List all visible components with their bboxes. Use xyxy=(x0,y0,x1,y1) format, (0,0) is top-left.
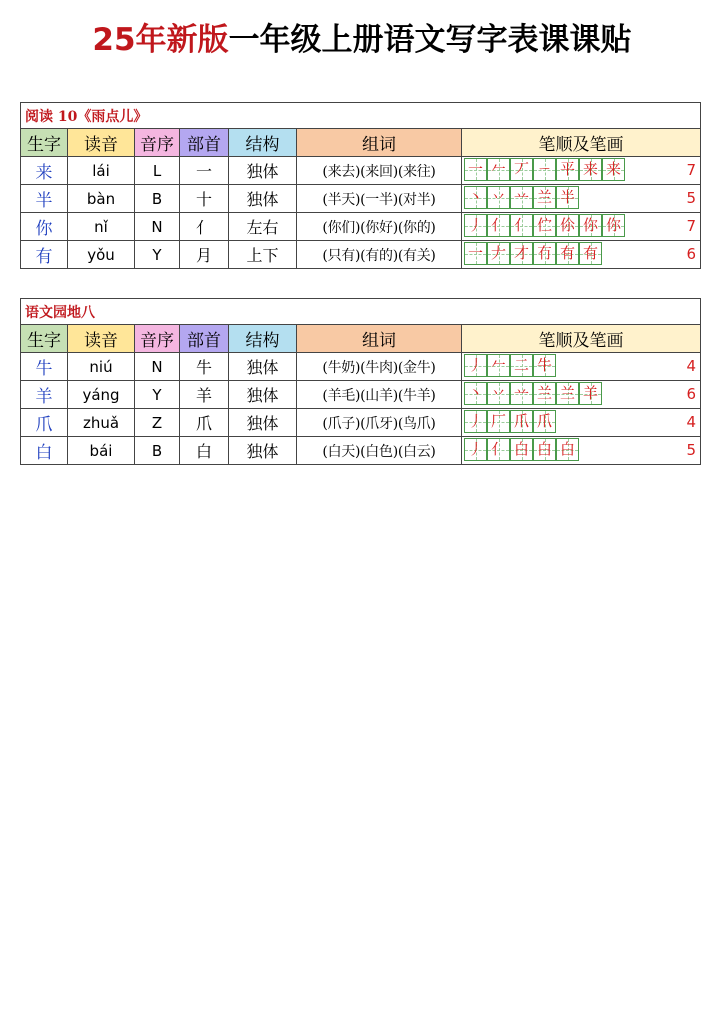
stroke-step-box xyxy=(487,186,510,209)
stroke-count: 6 xyxy=(686,385,697,403)
stroke-steps xyxy=(464,214,625,237)
stroke-step-glyph: 冇 xyxy=(536,244,552,262)
stroke-step-glyph: 有 xyxy=(559,244,575,262)
pinyin-cell: niú xyxy=(68,353,135,381)
jiegou-cell: 独体 xyxy=(229,353,297,381)
bushou-cell: 爪 xyxy=(180,409,229,437)
stroke-step-glyph: 兰 xyxy=(536,188,552,206)
stroke-step-box xyxy=(487,214,510,237)
header-jiegou: 结构 xyxy=(229,325,297,353)
section-caption: 语文园地八 xyxy=(21,299,701,325)
stroke-step-box xyxy=(464,354,487,377)
stroke-step-box xyxy=(533,382,556,405)
stroke-steps xyxy=(464,186,579,209)
stroke-step-box xyxy=(533,410,556,433)
stroke-count: 7 xyxy=(686,217,697,235)
header-duyin: 读音 xyxy=(68,325,135,353)
stroke-step-box xyxy=(487,158,510,181)
character-row xyxy=(21,409,701,437)
stroke-step-box xyxy=(579,382,602,405)
bushou-cell: 羊 xyxy=(180,381,229,409)
stroke-count: 6 xyxy=(686,245,697,263)
stroke-step-glyph: 䒑 xyxy=(513,384,529,402)
header-yinxu: 音序 xyxy=(135,325,180,353)
stroke-step-glyph: 丿 xyxy=(467,216,483,234)
title-highlight: 25年新版 xyxy=(92,22,229,58)
stroke-order-cell xyxy=(462,353,701,381)
stroke-step-box xyxy=(464,186,487,209)
stroke-step-box xyxy=(602,214,625,237)
character-row xyxy=(21,157,701,185)
stroke-step-glyph: 𠂉 xyxy=(490,356,506,374)
stroke-step-glyph: 丶 xyxy=(467,188,483,206)
header-duyin: 读音 xyxy=(68,129,135,157)
stroke-step-glyph: ㄧ xyxy=(536,160,552,178)
character-row xyxy=(21,213,701,241)
words-cell: (来去)(来回)(来往) xyxy=(297,157,462,185)
pinyin-cell: yáng xyxy=(68,381,135,409)
char-cell: 羊 xyxy=(21,381,68,409)
stroke-step-box xyxy=(464,214,487,237)
jiegou-cell: 上下 xyxy=(229,241,297,269)
stroke-step-box xyxy=(556,214,579,237)
header-bishun: 笔顺及笔画 xyxy=(462,129,701,157)
header-shengzi: 生字 xyxy=(21,129,68,157)
stroke-step-glyph: 亻 xyxy=(513,216,529,234)
stroke-step-box xyxy=(464,382,487,405)
pinyin-cell: nǐ xyxy=(68,213,135,241)
stroke-step-glyph: 丆 xyxy=(513,160,529,178)
stroke-step-box xyxy=(487,242,510,265)
stroke-step-box xyxy=(487,354,510,377)
stroke-step-box xyxy=(510,354,533,377)
header-bishun: 笔顺及笔画 xyxy=(462,325,701,353)
stroke-step-box xyxy=(556,242,579,265)
stroke-step-glyph: 兰 xyxy=(536,384,552,402)
char-cell: 爪 xyxy=(21,409,68,437)
char-cell: 有 xyxy=(21,241,68,269)
stroke-step-glyph: 丿 xyxy=(467,412,483,430)
words-cell: (你们)(你好)(你的) xyxy=(297,213,462,241)
yinxu-cell: N xyxy=(135,213,180,241)
stroke-step-glyph: 丶 xyxy=(467,384,483,402)
stroke-order-cell xyxy=(462,157,701,185)
stroke-step-glyph: 伱 xyxy=(559,216,575,234)
yinxu-cell: Z xyxy=(135,409,180,437)
header-zuci: 组词 xyxy=(297,129,462,157)
stroke-step-glyph: 有 xyxy=(582,244,598,262)
words-cell: (羊毛)(山羊)(牛羊) xyxy=(297,381,462,409)
stroke-count: 4 xyxy=(686,357,697,375)
stroke-step-box xyxy=(556,186,579,209)
bushou-cell: 月 xyxy=(180,241,229,269)
stroke-step-glyph: 亻 xyxy=(490,440,506,458)
pinyin-cell: zhuǎ xyxy=(68,409,135,437)
stroke-step-box xyxy=(510,158,533,181)
stroke-step-glyph: 你 xyxy=(582,216,598,234)
yinxu-cell: L xyxy=(135,157,180,185)
pinyin-cell: lái xyxy=(68,157,135,185)
page-title xyxy=(0,14,724,59)
stroke-step-box xyxy=(556,158,579,181)
title-main: 一年级上册语文写字表课课贴 xyxy=(228,22,632,58)
bushou-cell: 亻 xyxy=(180,213,229,241)
char-cell: 来 xyxy=(21,157,68,185)
words-cell: (爪子)(爪牙)(鸟爪) xyxy=(297,409,462,437)
stroke-step-box xyxy=(533,438,556,461)
stroke-step-box xyxy=(510,186,533,209)
character-row xyxy=(21,185,701,213)
stroke-step-box xyxy=(510,438,533,461)
stroke-step-glyph: 白 xyxy=(536,440,552,458)
stroke-step-glyph: 兰 xyxy=(559,384,575,402)
stroke-step-glyph: 爪 xyxy=(536,412,552,430)
stroke-step-box xyxy=(487,382,510,405)
stroke-step-box xyxy=(556,438,579,461)
stroke-count: 5 xyxy=(686,441,697,459)
char-cell: 你 xyxy=(21,213,68,241)
stroke-step-box xyxy=(464,410,487,433)
yinxu-cell: B xyxy=(135,437,180,465)
stroke-step-glyph: 𠂇 xyxy=(490,244,506,262)
stroke-step-glyph: 平 xyxy=(559,160,575,178)
stroke-order-cell xyxy=(462,409,701,437)
stroke-step-box xyxy=(579,158,602,181)
stroke-step-glyph: 丷 xyxy=(490,188,506,206)
stroke-step-box xyxy=(556,382,579,405)
stroke-step-glyph: 一 xyxy=(467,160,483,178)
bushou-cell: 十 xyxy=(180,185,229,213)
stroke-step-box xyxy=(579,242,602,265)
stroke-count: 5 xyxy=(686,189,697,207)
header-bushou: 部首 xyxy=(180,129,229,157)
stroke-step-glyph: 丷 xyxy=(490,384,506,402)
stroke-step-box xyxy=(579,214,602,237)
yinxu-cell: Y xyxy=(135,381,180,409)
bushou-cell: 牛 xyxy=(180,353,229,381)
stroke-order-cell xyxy=(462,381,701,409)
pinyin-cell: bàn xyxy=(68,185,135,213)
stroke-step-glyph: 一 xyxy=(467,244,483,262)
stroke-step-box xyxy=(464,438,487,461)
words-cell: (牛奶)(牛肉)(金牛) xyxy=(297,353,462,381)
stroke-step-glyph: 才 xyxy=(513,244,529,262)
stroke-step-box xyxy=(533,242,556,265)
stroke-order-cell xyxy=(462,213,701,241)
char-cell: 半 xyxy=(21,185,68,213)
jiegou-cell: 左右 xyxy=(229,213,297,241)
character-row xyxy=(21,353,701,381)
stroke-step-glyph: 𠂉 xyxy=(490,160,506,178)
words-cell: (只有)(有的)(有关) xyxy=(297,241,462,269)
pinyin-cell: yǒu xyxy=(68,241,135,269)
header-yinxu: 音序 xyxy=(135,129,180,157)
stroke-step-box xyxy=(533,214,556,237)
lesson-table-1 xyxy=(20,102,701,269)
jiegou-cell: 独体 xyxy=(229,437,297,465)
stroke-step-glyph: 丿 xyxy=(467,440,483,458)
jiegou-cell: 独体 xyxy=(229,157,297,185)
stroke-count: 4 xyxy=(686,413,697,431)
header-zuci: 组词 xyxy=(297,325,462,353)
stroke-step-glyph: 牛 xyxy=(536,356,552,374)
words-cell: (半天)(一半)(对半) xyxy=(297,185,462,213)
stroke-step-box xyxy=(510,382,533,405)
bushou-cell: 白 xyxy=(180,437,229,465)
stroke-count: 7 xyxy=(686,161,697,179)
stroke-step-box xyxy=(487,410,510,433)
stroke-step-box xyxy=(533,158,556,181)
stroke-order-cell xyxy=(462,241,701,269)
yinxu-cell: N xyxy=(135,353,180,381)
stroke-step-box xyxy=(510,242,533,265)
stroke-step-box xyxy=(464,242,487,265)
stroke-step-glyph: 亻 xyxy=(490,216,506,234)
header-shengzi: 生字 xyxy=(21,325,68,353)
jiegou-cell: 独体 xyxy=(229,409,297,437)
header-jiegou: 结构 xyxy=(229,129,297,157)
stroke-step-glyph: 爪 xyxy=(513,412,529,430)
character-row xyxy=(21,241,701,269)
stroke-step-glyph: 丿 xyxy=(467,356,483,374)
char-cell: 白 xyxy=(21,437,68,465)
stroke-step-glyph: 你 xyxy=(605,216,621,234)
stroke-step-glyph: 白 xyxy=(513,440,529,458)
stroke-step-glyph: 厂 xyxy=(490,412,506,430)
header-bushou: 部首 xyxy=(180,325,229,353)
lesson-table-2 xyxy=(20,298,701,465)
stroke-steps xyxy=(464,382,602,405)
stroke-step-glyph: 伫 xyxy=(536,216,552,234)
section-caption: 阅读 10《雨点儿》 xyxy=(21,103,701,129)
stroke-step-glyph: 羊 xyxy=(582,384,598,402)
stroke-steps xyxy=(464,158,625,181)
stroke-order-cell xyxy=(462,185,701,213)
stroke-step-box xyxy=(464,158,487,181)
stroke-step-glyph: 来 xyxy=(582,160,598,178)
stroke-step-glyph: 半 xyxy=(559,188,575,206)
stroke-order-cell xyxy=(462,437,701,465)
stroke-steps xyxy=(464,410,556,433)
bushou-cell: 一 xyxy=(180,157,229,185)
stroke-steps xyxy=(464,438,579,461)
character-row xyxy=(21,381,701,409)
stroke-step-glyph: 䒑 xyxy=(513,188,529,206)
char-cell: 牛 xyxy=(21,353,68,381)
jiegou-cell: 独体 xyxy=(229,381,297,409)
stroke-step-box xyxy=(510,214,533,237)
pinyin-cell: bái xyxy=(68,437,135,465)
stroke-step-box xyxy=(602,158,625,181)
yinxu-cell: B xyxy=(135,185,180,213)
stroke-step-box xyxy=(533,186,556,209)
stroke-step-box xyxy=(487,438,510,461)
stroke-steps xyxy=(464,354,556,377)
words-cell: (白天)(白色)(白云) xyxy=(297,437,462,465)
jiegou-cell: 独体 xyxy=(229,185,297,213)
stroke-steps xyxy=(464,242,602,265)
stroke-step-box xyxy=(533,354,556,377)
stroke-step-box xyxy=(510,410,533,433)
character-row xyxy=(21,437,701,465)
stroke-step-glyph: 二 xyxy=(513,356,529,374)
stroke-step-glyph: 来 xyxy=(605,160,621,178)
yinxu-cell: Y xyxy=(135,241,180,269)
stroke-step-glyph: 白 xyxy=(559,440,575,458)
